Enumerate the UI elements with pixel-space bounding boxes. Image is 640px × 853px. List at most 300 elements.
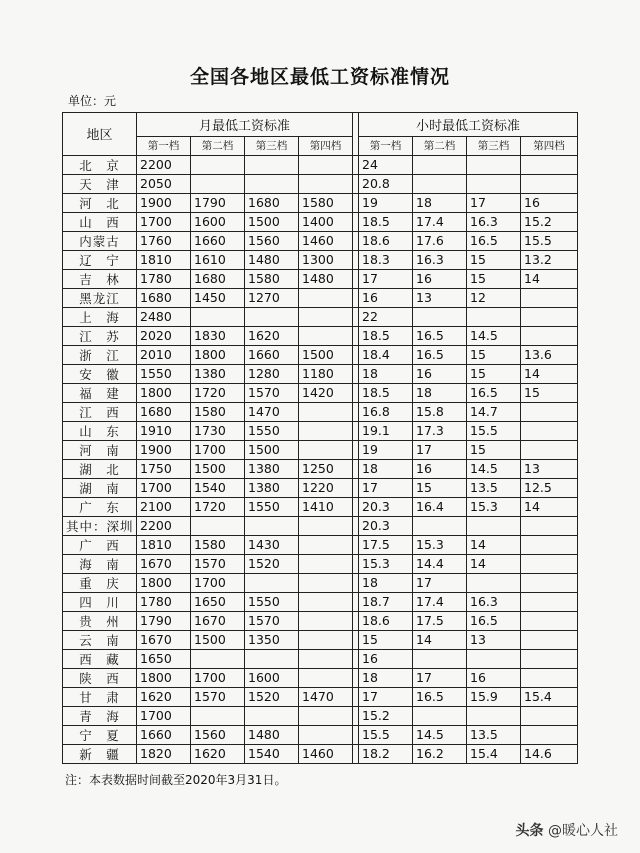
monthly-value-cell: 1790 [137,611,191,630]
region-cell: 甘 肃 [63,687,137,706]
hourly-value-cell: 18.4 [359,345,413,364]
hourly-value-cell: 13.5 [467,725,521,744]
monthly-value-cell [245,155,299,174]
region-cell: 福 建 [63,383,137,402]
hourly-value-cell: 15 [413,478,467,497]
hourly-value-cell [413,174,467,193]
hourly-value-cell [521,573,578,592]
monthly-value-cell: 1750 [137,459,191,478]
hourly-value-cell: 17.4 [413,212,467,231]
monthly-value-cell: 1460 [299,744,353,763]
region-cell: 广 东 [63,497,137,516]
hourly-value-cell: 20.3 [359,497,413,516]
monthly-value-cell [299,592,353,611]
monthly-value-cell: 1500 [299,345,353,364]
monthly-value-cell: 1450 [191,288,245,307]
monthly-value-cell: 1280 [245,364,299,383]
hourly-tier-header: 第四档 [521,137,578,156]
hourly-value-cell: 18 [359,573,413,592]
hourly-value-cell: 15 [467,269,521,288]
hourly-value-cell: 16.5 [467,383,521,402]
monthly-value-cell [299,440,353,459]
hourly-value-cell: 18.7 [359,592,413,611]
monthly-value-cell: 2020 [137,326,191,345]
monthly-value-cell: 1250 [299,459,353,478]
hourly-value-cell: 16.3 [413,250,467,269]
monthly-value-cell: 1600 [191,212,245,231]
footnote: 注：本表数据时间截至2020年3月31日。 [65,773,287,787]
region-cell: 重 庆 [63,573,137,592]
hourly-value-cell: 18.5 [359,326,413,345]
monthly-value-cell: 1420 [299,383,353,402]
hourly-value-cell: 16.5 [467,231,521,250]
monthly-value-cell [299,554,353,573]
region-cell: 山 东 [63,421,137,440]
hourly-tier-header: 第三档 [467,137,521,156]
region-cell: 宁 夏 [63,725,137,744]
table-row [63,421,578,440]
monthly-value-cell [299,668,353,687]
region-header: 地区 [63,113,137,156]
monthly-value-cell [299,326,353,345]
hourly-value-cell: 17.5 [413,611,467,630]
hourly-value-cell: 15 [467,250,521,269]
hourly-value-cell: 15 [467,364,521,383]
hourly-value-cell: 15 [521,383,578,402]
monthly-value-cell: 1700 [137,212,191,231]
monthly-value-cell [299,516,353,535]
monthly-value-cell: 1570 [245,383,299,402]
hourly-value-cell: 16 [413,364,467,383]
monthly-value-cell: 1700 [191,668,245,687]
hourly-value-cell [521,554,578,573]
monthly-value-cell: 1700 [137,478,191,497]
table-row [63,516,578,535]
monthly-value-cell [299,611,353,630]
hourly-value-cell: 13 [521,459,578,478]
hourly-value-cell: 14.4 [413,554,467,573]
page-title: 全国各地区最低工资标准情况 [189,66,450,88]
monthly-value-cell: 1580 [245,269,299,288]
hourly-value-cell: 16.8 [359,402,413,421]
monthly-value-cell: 1470 [299,687,353,706]
monthly-value-cell: 1500 [245,440,299,459]
monthly-value-cell: 1660 [137,725,191,744]
monthly-value-cell: 1430 [245,535,299,554]
monthly-value-cell [245,706,299,725]
hourly-value-cell: 13 [413,288,467,307]
region-cell: 安 徽 [63,364,137,383]
hourly-value-cell: 17 [413,440,467,459]
monthly-value-cell: 1650 [137,649,191,668]
region-cell: 新 疆 [63,744,137,763]
monthly-value-cell: 1810 [137,535,191,554]
monthly-value-cell: 1910 [137,421,191,440]
region-cell: 西 藏 [63,649,137,668]
monthly-value-cell [299,288,353,307]
hourly-tier-header: 第一档 [359,137,413,156]
monthly-value-cell: 1480 [245,250,299,269]
hourly-value-cell: 17 [359,687,413,706]
monthly-value-cell: 1680 [191,269,245,288]
hourly-value-cell: 14.5 [413,725,467,744]
table-row [63,174,578,193]
hourly-value-cell: 18.5 [359,383,413,402]
hourly-value-cell: 18 [413,383,467,402]
hourly-value-cell: 15.4 [467,744,521,763]
table-row [63,725,578,744]
hourly-value-cell [413,307,467,326]
monthly-value-cell [191,307,245,326]
hourly-value-cell: 17 [413,573,467,592]
monthly-value-cell [299,630,353,649]
table-row [63,611,578,630]
wage-table [62,112,578,764]
hourly-value-cell [521,725,578,744]
hourly-value-cell [521,155,578,174]
hourly-value-cell: 15.8 [413,402,467,421]
monthly-value-cell [191,516,245,535]
table-row [63,554,578,573]
monthly-value-cell: 1760 [137,231,191,250]
monthly-value-cell: 1500 [245,212,299,231]
monthly-value-cell: 1680 [245,193,299,212]
table-row [63,193,578,212]
monthly-value-cell: 1550 [245,592,299,611]
hourly-value-cell: 17 [467,193,521,212]
monthly-value-cell [299,421,353,440]
monthly-value-cell: 1470 [245,402,299,421]
hourly-value-cell [521,706,578,725]
monthly-value-cell: 1550 [137,364,191,383]
hourly-value-cell: 16.4 [413,497,467,516]
watermark [516,820,618,840]
monthly-value-cell: 1180 [299,364,353,383]
hourly-value-cell: 18.3 [359,250,413,269]
header-row-groups [63,113,578,137]
table-row [63,250,578,269]
hourly-value-cell: 14.5 [467,326,521,345]
hourly-value-cell: 14.5 [467,459,521,478]
hourly-tier-header: 第二档 [413,137,467,156]
monthly-value-cell: 1680 [137,288,191,307]
hourly-value-cell: 16.5 [467,611,521,630]
unit-label: 单位：元 [68,94,117,108]
hourly-value-cell: 22 [359,307,413,326]
monthly-value-cell: 1550 [245,421,299,440]
region-cell: 辽 宁 [63,250,137,269]
hourly-value-cell: 18.5 [359,212,413,231]
hourly-value-cell: 14 [467,554,521,573]
monthly-value-cell: 1400 [299,212,353,231]
region-cell: 湖 南 [63,478,137,497]
region-cell: 浙 江 [63,345,137,364]
hourly-value-cell [521,611,578,630]
region-cell: 江 西 [63,402,137,421]
hourly-value-cell: 16.5 [413,326,467,345]
table-row [63,383,578,402]
table-row [63,592,578,611]
region-cell: 天 津 [63,174,137,193]
hourly-value-cell: 15.2 [359,706,413,725]
hourly-value-cell: 17.5 [359,535,413,554]
monthly-value-cell: 1480 [299,269,353,288]
hourly-value-cell: 18 [359,459,413,478]
monthly-value-cell: 1670 [191,611,245,630]
hourly-value-cell [521,535,578,554]
region-cell: 北 京 [63,155,137,174]
hourly-value-cell: 15.3 [467,497,521,516]
hourly-value-cell: 16.3 [467,212,521,231]
monthly-value-cell: 2480 [137,307,191,326]
monthly-value-cell: 1730 [191,421,245,440]
hourly-value-cell: 17.3 [413,421,467,440]
region-cell: 江 苏 [63,326,137,345]
monthly-value-cell: 1380 [245,478,299,497]
monthly-value-cell: 1650 [191,592,245,611]
hourly-value-cell: 14 [521,269,578,288]
hourly-value-cell [467,573,521,592]
hourly-group-header: 小时最低工资标准 [359,113,578,137]
table-row [63,307,578,326]
hourly-value-cell: 16 [521,193,578,212]
hourly-value-cell: 15.9 [467,687,521,706]
table-row [63,706,578,725]
monthly-value-cell: 1600 [245,668,299,687]
region-cell: 山 西 [63,212,137,231]
monthly-value-cell: 1670 [137,630,191,649]
hourly-value-cell [467,307,521,326]
monthly-value-cell [299,155,353,174]
hourly-value-cell: 13.5 [467,478,521,497]
monthly-value-cell: 1380 [191,364,245,383]
region-cell: 云 南 [63,630,137,649]
region-cell: 河 南 [63,440,137,459]
monthly-value-cell: 1540 [245,744,299,763]
hourly-value-cell: 12 [467,288,521,307]
hourly-value-cell [521,592,578,611]
hourly-value-cell: 18 [359,364,413,383]
monthly-value-cell [245,649,299,668]
hourly-value-cell: 16 [359,649,413,668]
monthly-value-cell [299,725,353,744]
table-row [63,288,578,307]
hourly-value-cell: 15 [359,630,413,649]
hourly-value-cell: 18.6 [359,231,413,250]
monthly-value-cell [191,155,245,174]
hourly-value-cell [521,288,578,307]
hourly-value-cell: 16 [413,269,467,288]
monthly-value-cell: 1480 [245,725,299,744]
monthly-value-cell: 1720 [191,497,245,516]
hourly-value-cell [521,516,578,535]
hourly-value-cell [413,155,467,174]
hourly-value-cell: 17 [359,269,413,288]
monthly-tier-header: 第二档 [191,137,245,156]
hourly-value-cell [413,516,467,535]
hourly-value-cell: 15.5 [521,231,578,250]
monthly-group-header: 月最低工资标准 [137,113,353,137]
table-row [63,326,578,345]
monthly-value-cell: 1900 [137,440,191,459]
monthly-value-cell [191,649,245,668]
monthly-value-cell: 1550 [245,497,299,516]
monthly-value-cell: 1560 [191,725,245,744]
table-row [63,364,578,383]
hourly-value-cell [521,421,578,440]
hourly-value-cell [521,649,578,668]
monthly-value-cell: 1570 [191,687,245,706]
hourly-value-cell: 18.6 [359,611,413,630]
hourly-value-cell: 19.1 [359,421,413,440]
monthly-value-cell: 1580 [191,535,245,554]
monthly-value-cell [245,573,299,592]
table-row [63,345,578,364]
table-row [63,497,578,516]
hourly-value-cell [521,440,578,459]
monthly-value-cell: 1780 [137,269,191,288]
hourly-value-cell: 13 [467,630,521,649]
monthly-value-cell: 1570 [191,554,245,573]
monthly-value-cell [299,573,353,592]
table-row [63,630,578,649]
header-row-tiers [63,137,578,156]
hourly-value-cell: 14 [413,630,467,649]
hourly-value-cell [467,706,521,725]
table-row [63,535,578,554]
monthly-value-cell: 1610 [191,250,245,269]
monthly-value-cell: 1700 [137,706,191,725]
region-cell: 广 西 [63,535,137,554]
hourly-value-cell: 16.5 [413,687,467,706]
monthly-value-cell [299,706,353,725]
monthly-value-cell: 1350 [245,630,299,649]
monthly-value-cell: 1800 [137,668,191,687]
hourly-value-cell: 16.3 [467,592,521,611]
table-body [63,155,578,763]
monthly-value-cell: 1540 [191,478,245,497]
table-row [63,649,578,668]
monthly-value-cell: 1500 [191,459,245,478]
table-row [63,440,578,459]
table-row [63,687,578,706]
hourly-value-cell [521,326,578,345]
monthly-value-cell: 1800 [191,345,245,364]
monthly-value-cell: 2050 [137,174,191,193]
hourly-value-cell: 20.3 [359,516,413,535]
monthly-value-cell: 1810 [137,250,191,269]
region-cell: 其中：深圳 [63,516,137,535]
hourly-value-cell: 18.2 [359,744,413,763]
region-cell: 内蒙古 [63,231,137,250]
hourly-value-cell: 20.8 [359,174,413,193]
monthly-value-cell: 1620 [191,744,245,763]
hourly-value-cell: 16 [413,459,467,478]
monthly-tier-header: 第一档 [137,137,191,156]
hourly-value-cell: 17.6 [413,231,467,250]
monthly-value-cell [299,402,353,421]
hourly-value-cell: 18 [413,193,467,212]
region-cell: 河 北 [63,193,137,212]
table-row [63,155,578,174]
monthly-value-cell: 1220 [299,478,353,497]
hourly-value-cell: 15.4 [521,687,578,706]
monthly-value-cell [299,307,353,326]
monthly-value-cell: 1900 [137,193,191,212]
hourly-value-cell: 14.6 [521,744,578,763]
monthly-value-cell: 1580 [191,402,245,421]
monthly-value-cell: 1680 [137,402,191,421]
hourly-value-cell: 15.5 [359,725,413,744]
monthly-tier-header: 第四档 [299,137,353,156]
hourly-value-cell [413,649,467,668]
table-row [63,573,578,592]
hourly-value-cell: 16.5 [413,345,467,364]
hourly-value-cell: 19 [359,193,413,212]
monthly-value-cell: 1700 [191,440,245,459]
monthly-value-cell: 1660 [191,231,245,250]
region-cell: 青 海 [63,706,137,725]
monthly-value-cell: 1520 [245,687,299,706]
hourly-value-cell: 17 [359,478,413,497]
hourly-value-cell: 15 [467,345,521,364]
monthly-value-cell [299,535,353,554]
hourly-value-cell: 13.6 [521,345,578,364]
hourly-value-cell [467,174,521,193]
monthly-value-cell [245,174,299,193]
hourly-value-cell [413,706,467,725]
hourly-value-cell: 24 [359,155,413,174]
region-cell: 四 川 [63,592,137,611]
monthly-value-cell [245,307,299,326]
hourly-value-cell: 17.4 [413,592,467,611]
monthly-value-cell [299,174,353,193]
table-row [63,668,578,687]
hourly-value-cell: 16.2 [413,744,467,763]
hourly-value-cell: 15 [467,440,521,459]
table-row [63,269,578,288]
hourly-value-cell [521,174,578,193]
hourly-value-cell: 14 [521,497,578,516]
hourly-value-cell: 15.3 [413,535,467,554]
hourly-value-cell: 14 [467,535,521,554]
monthly-value-cell: 1820 [137,744,191,763]
monthly-value-cell: 2200 [137,155,191,174]
hourly-value-cell: 14.7 [467,402,521,421]
monthly-value-cell: 1720 [191,383,245,402]
monthly-value-cell [191,706,245,725]
region-cell: 海 南 [63,554,137,573]
hourly-value-cell [521,668,578,687]
monthly-value-cell: 1410 [299,497,353,516]
hourly-value-cell [521,630,578,649]
hourly-value-cell: 15.3 [359,554,413,573]
region-cell: 贵 州 [63,611,137,630]
table-row [63,231,578,250]
hourly-value-cell [467,516,521,535]
watermark-handle: @暖心人社 [548,823,618,839]
region-cell: 湖 北 [63,459,137,478]
hourly-value-cell: 13.2 [521,250,578,269]
monthly-value-cell [245,516,299,535]
hourly-value-cell: 14 [521,364,578,383]
monthly-tier-header: 第三档 [245,137,299,156]
monthly-value-cell: 1620 [137,687,191,706]
hourly-value-cell: 12.5 [521,478,578,497]
monthly-value-cell [191,174,245,193]
table-row [63,744,578,763]
monthly-value-cell: 2010 [137,345,191,364]
